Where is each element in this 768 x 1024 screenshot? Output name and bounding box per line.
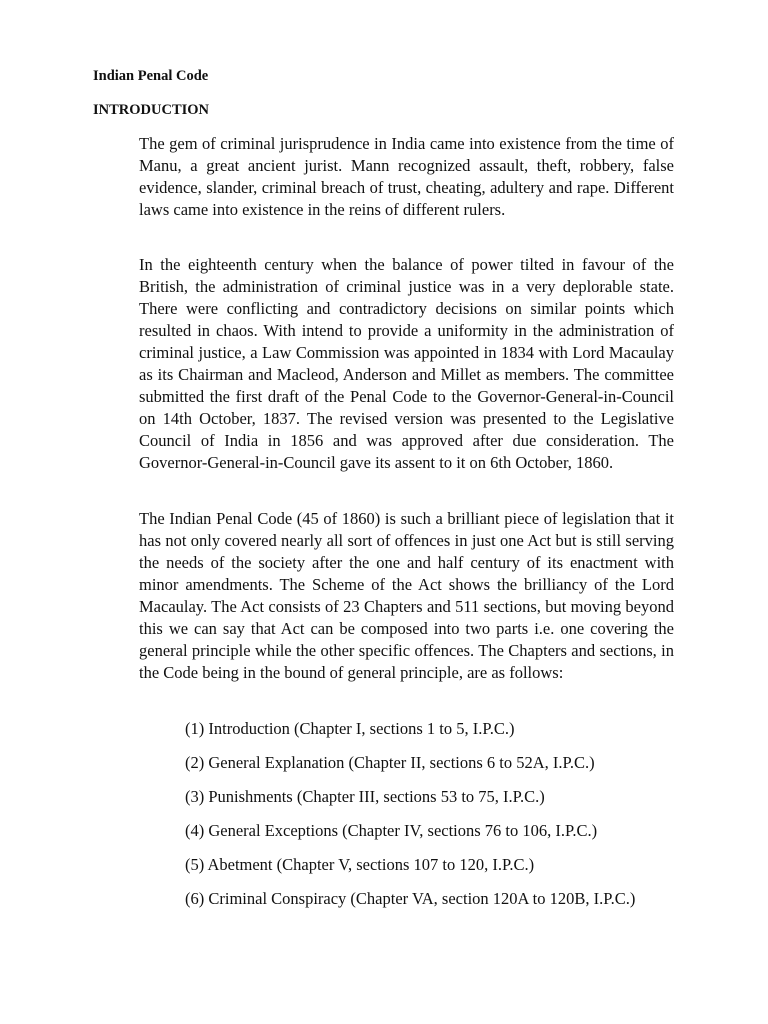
document-title: Indian Penal Code bbox=[93, 68, 209, 84]
list-item: (2) General Explanation (Chapter II, sections 6 to 52A, I.P.C.) bbox=[185, 753, 595, 772]
section-heading: INTRODUCTION bbox=[93, 102, 210, 118]
list-item: (4) General Exceptions (Chapter IV, sections 76 to 106, I.P.C.) bbox=[185, 821, 598, 840]
list-item: (1) Introduction (Chapter I, sections 1 to 5, I.P.C.) bbox=[185, 719, 515, 738]
list-item: (6) Criminal Conspiracy (Chapter VA, section 120A to 120B, I.P.C.) bbox=[185, 889, 636, 908]
paragraph-law-commission: In the eighteenth century when the balance of power tilted in favour of the British, the administration of criminal justice was in a very deplorable state. There were conflicting and contradictory decisions on similar points which resulted in chaos. With intend to provide a uniformity in the administration of criminal justice, a Law Commission was appointed in 1834 with Lord Macaulay as its Chairman and Macleod, Anderson and Millet as members. The committee submitted the first draft of the Penal Code to the Governor-General-in-Council on 14th October, 1837. The revised version was presented to the Legislative Council of India in 1856 and was approved after due consideration. The Governor-General-in-Council gave its assent to it on 6th October, 1860. bbox=[139, 255, 674, 472]
paragraph-ipc-scheme: The Indian Penal Code (45 of 1860) is such a brilliant piece of legislation that it has not only covered nearly all sort of offences in just one Act but is still serving the needs of the society after the one and half century of its enactment with minor amendments. The Scheme of the Act shows the brilliancy of the Lord Macaulay. The Act consists of 23 Chapters and 511 sections, but moving beyond this we can say that Act can be composed into two parts i.e. one covering the general principle while the other specific offences. The Chapters and sections, in the Code being in the bound of general principle, are as follows: bbox=[139, 509, 674, 682]
paragraph-manu: The gem of criminal jurisprudence in India came into existence from the time of Manu, a great ancient jurist. Mann recognized assault, theft, robbery, false evidence, slander, criminal breach of trust, cheating, adultery and rape. Different laws came into existence in the reins of different rulers. bbox=[139, 134, 674, 219]
list-item: (3) Punishments (Chapter III, sections 53 to 75, I.P.C.) bbox=[185, 787, 545, 806]
list-item: (5) Abetment (Chapter V, sections 107 to 120, I.P.C.) bbox=[185, 855, 535, 874]
chapters-list bbox=[185, 718, 674, 922]
